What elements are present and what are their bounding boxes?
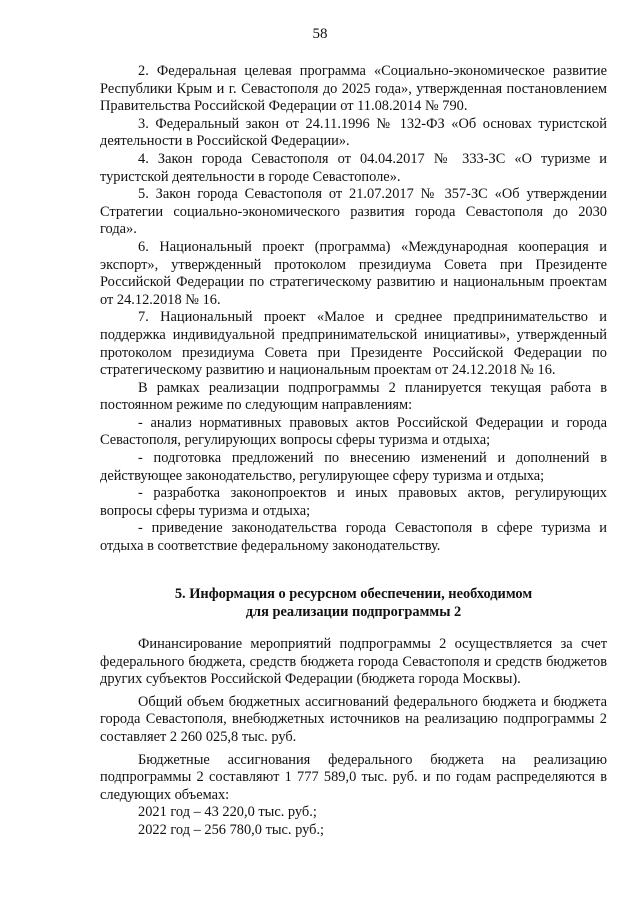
year-allocation-line: 2022 год – 256 780,0 тыс. руб.; bbox=[138, 821, 325, 838]
work-direction-item: - подготовка предложений по внесению изменений и дополнений в действующее законодательство, регулирующее сферу туризма и отдыха; bbox=[100, 450, 607, 484]
legal-basis-list bbox=[100, 63, 607, 556]
work-direction-item: - анализ нормативных правовых актов Российской Федерации и города Севастополя, регулирующих вопросы сферы туризма и отдыха; bbox=[100, 414, 607, 449]
list-item: 6. Национальный проект (программа) «Международная кооперация и экспорт», утвержденный протоколом президиума Совета при Президенте Российской Федерации по стратегическому развитию и национальным проектам от 24.12.2018 № 16. bbox=[100, 238, 607, 308]
resource-paragraph: Бюджетные ассигнования федерального бюджета на реализацию подпрограммы 2 составляют 1 777 589,0 тыс. руб. и по годам распределяются в следующих объемах: bbox=[100, 751, 607, 803]
section-heading bbox=[100, 585, 607, 621]
list-item: 7. Национальный проект «Малое и среднее предпринимательство и поддержка индивидуальной предпринимательской инициативы», утвержденный протоколом президиума Совета при Президенте Российской Федерации по стратегическому развитию и национальным проектам от 24.12.2018 № 16. bbox=[100, 309, 607, 379]
work-directions-intro: В рамках реализации подпрограммы 2 планируется текущая работа в постоянном режиме по следующим направлениям: bbox=[100, 379, 607, 414]
list-item: 4. Закон города Севастополя от 04.04.2017 № 333-ЗС «О туризме и туристской деятельности в городе Севастополе». bbox=[100, 150, 607, 185]
list-item: 2. Федеральная целевая программа «Социально-экономическое развитие Республики Крым и г. Севастополя до 2025 года», утвержденная постановлением Правительства Российской Федерации от 11.08.2014 № 790. bbox=[100, 63, 607, 115]
year-allocation-line: 2021 год – 43 220,0 тыс. руб.; bbox=[138, 804, 317, 821]
list-item: 3. Федеральный закон от 24.11.1996 № 132-ФЗ «Об основах туристской деятельности в Российской Федерации». bbox=[100, 115, 607, 150]
list-item: 5. Закон города Севастополя от 21.07.2017 № 357-ЗС «Об утверждении Стратегии социально-экономического развития города Севастополя до 2030 года». bbox=[100, 186, 607, 238]
resource-paragraph: Финансирование мероприятий подпрограммы 2 осуществляется за счет федерального бюджета, средств бюджета города Севастополя и средств бюджетов других субъектов Российской Федерации (бюджета города Москвы). bbox=[100, 636, 607, 688]
resource-paragraph: Общий объем бюджетных ассигнований федерального бюджета и бюджета города Севастополя, внебюджетных источников на реализацию подпрограммы 2 составляет 2 260 025,8 тыс. руб. bbox=[100, 693, 607, 745]
resource-section-body bbox=[100, 636, 607, 840]
page-number: 58 bbox=[312, 26, 328, 42]
work-direction-item: - разработка законопроектов и иных правовых актов, регулирующих вопросы сферы туризма и отдыха; bbox=[100, 485, 607, 519]
work-direction-item: - приведение законодательства города Севастополя в сфере туризма и отдыха в соответствие федеральному законодательству. bbox=[100, 520, 607, 555]
section-heading-line: 5. Информация о ресурсном обеспечении, необходимом bbox=[174, 586, 533, 602]
section-heading-line: для реализации подпрограммы 2 bbox=[245, 604, 462, 620]
